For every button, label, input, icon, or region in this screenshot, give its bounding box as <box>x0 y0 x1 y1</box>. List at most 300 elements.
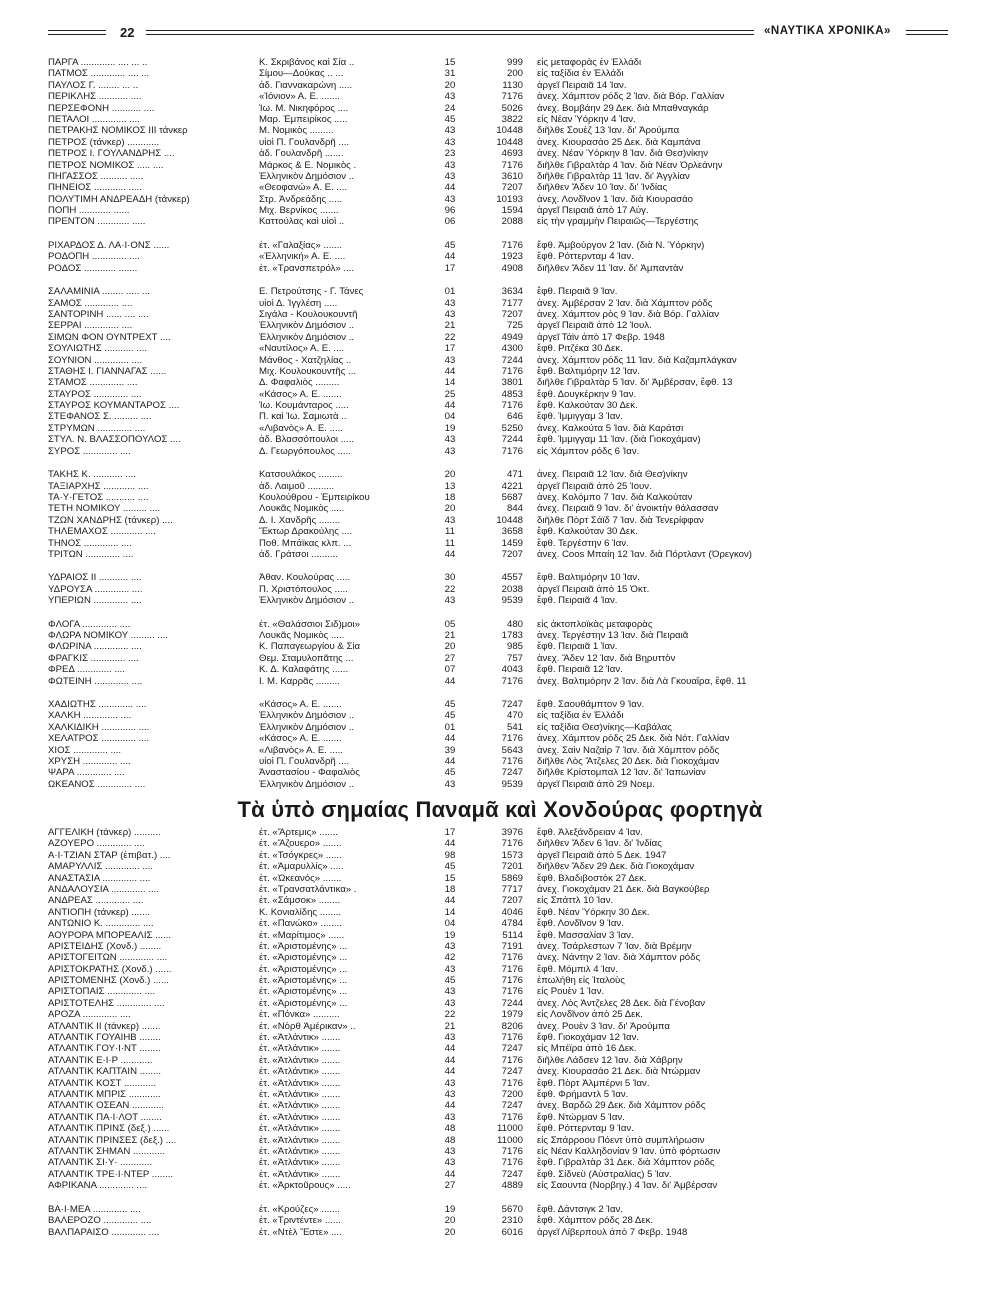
ship-built-year: 01 <box>444 286 456 298</box>
ship-tonnage: 757 <box>506 652 523 664</box>
ship-owner: Μιχ. Κουλουκουντῆς ... <box>259 365 357 377</box>
ship-row <box>48 389 918 400</box>
ship-name: ΤΗΛΕΜΑΧΟΣ ............ .... <box>48 526 156 538</box>
ship-tonnage: 10448 <box>496 125 523 137</box>
ship-status: ἀργεῖ Πειραιᾶ ἀπὸ 29 Νοεμ. <box>537 778 655 790</box>
ship-status: ἔφθ. Ἀμβούργον 2 Ἰαν. (διὰ Ν. Ὑόρκην) <box>537 240 705 251</box>
ship-owner: Σίμου—Δούκας .. ... <box>259 68 344 80</box>
ship-status: ἀργεῖ Τάϊν ἀπὸ 17 Φεβρ. 1948 <box>537 331 665 343</box>
ship-built-year: 44 <box>444 1043 456 1055</box>
ship-tonnage: 541 <box>506 721 523 733</box>
ship-status: ἔφθ. Νέαν Ὑόρκην 30 Δεκ. <box>537 906 650 918</box>
ship-status: ἔφθ. Πὸρτ Ἀλμπέρνι 5 Ἰαν. <box>537 1077 650 1089</box>
ship-name: ΦΛΟΓΑ ............. .... <box>48 618 131 630</box>
ship-status: ἔφθ. Ἰμμιγγαμ 11 Ἰαν. (διὰ Γιοκοχάμαν) <box>537 434 701 446</box>
ship-owner: Καττούλας καὶ υἱοὶ .. <box>259 216 345 228</box>
ship-row <box>48 80 918 91</box>
ship-status: ἔφθ. Καλκούταν 30 Δεκ. <box>537 526 638 538</box>
ship-status: εἰς ταξίδια ἐν Ἑλλάδι <box>537 68 624 80</box>
ship-owner: ἑτ. «Ἀριστομένης» ... <box>259 940 348 952</box>
ship-status: ἔφθ. Δάντσιγκ 2 Ἰαν. <box>537 1203 623 1215</box>
ship-built-year: 30 <box>444 572 456 584</box>
ship-status: διῆλθε Γιβραλτὰρ 11 Ἰαν. δι' Ἀγγλίαν <box>537 170 690 182</box>
ship-built-year: 48 <box>444 1134 456 1146</box>
ship-built-year: 06 <box>444 216 456 228</box>
ship-name: ΑΦΡΙΚΑΝΑ ............. .... <box>48 1180 148 1192</box>
ship-row <box>48 779 918 790</box>
ship-status: εἰς ταξίδια Θεσ)νίκης—Καβάλας <box>537 721 672 733</box>
ship-owner: ἑτ. «Πανώκο» ........ <box>259 918 342 930</box>
ship-row <box>48 469 918 480</box>
ship-owner: Κ. Κονιαλίδης ........ <box>259 906 342 918</box>
ship-name: ΣΟΥΛΙΩΤΗΣ ........... .... <box>48 343 148 355</box>
ship-owner: Δ. Γεωργόπουλος ..... <box>259 445 351 457</box>
ship-tonnage: 7176 <box>501 1077 523 1089</box>
ship-status: ἔφθ. Πειραιᾶ 1 Ἰαν. <box>537 641 618 653</box>
ship-status: ἀνεχ. Κολόμπο 7 Ἰαν. διὰ Καλκούταν <box>537 491 693 503</box>
ship-tonnage: 7244 <box>501 354 523 366</box>
ship-owner: ἑτ. «Ἀτλάντικ» ....... <box>259 1100 341 1112</box>
ship-tonnage: 4908 <box>501 262 523 274</box>
ship-name: ΑΡΙΣΤΕΙΔΗΣ (Χονδ.) ........ <box>48 940 162 952</box>
ship-row <box>48 446 918 457</box>
ship-tonnage: 6016 <box>501 1226 523 1238</box>
ship-row <box>48 838 918 849</box>
ship-row <box>48 1204 918 1215</box>
ship-name: ΣΙΜΩΝ ΦΟΝ ΟΥΝΤΡΕΧΤ .... <box>48 331 171 343</box>
ship-built-year: 07 <box>444 664 456 676</box>
ship-status: ἀνεχ. Πειραιᾶ 9 Ἰαν. δι' ἀνοικτὴν θάλασσαν <box>537 503 719 515</box>
ship-owner: Μαρ. Ἐμπειρίκος ..... <box>259 113 348 125</box>
ship-built-year: 43 <box>444 595 456 607</box>
ship-tonnage: 1130 <box>502 79 523 91</box>
ship-owner: ἑτ. «Κρούζες» ....... <box>259 1203 340 1215</box>
ship-owner: Ἑλληνικὸν Δημόσιον .. <box>259 595 355 607</box>
ship-owner: «Κάσος» Α. Ε. ....... <box>259 699 342 710</box>
ship-row <box>48 91 918 102</box>
ship-built-year: 43 <box>444 514 456 526</box>
ship-row <box>48 411 918 422</box>
ship-row <box>48 918 918 929</box>
ship-status: διῆλθε Λάδσεν 12 Ἰαν. διὰ Χάβρην <box>537 1054 683 1066</box>
ship-name: ΠΗΓΑΣΣΟΣ .......... ..... <box>48 170 144 182</box>
ship-status: ἔφθ. Φρήμαντλ 5 Ἰαν. <box>537 1088 629 1100</box>
ship-row <box>48 861 918 872</box>
ship-status: ἀνεχ. Χάμπτον ρόδς 11 Ἰαν. διὰ Καζαμπλάγκαν <box>537 354 737 366</box>
ship-name: ΠΕΤΡΟΣ Ι. ΓΟΥΛΑΝΔΡΗΣ .... <box>48 148 175 160</box>
ship-row <box>48 1146 918 1157</box>
ship-tonnage: 1923 <box>501 251 523 263</box>
ship-owner: ἑτ. «Ἀτλάντικ» ....... <box>259 1145 341 1157</box>
ship-name: ΥΠΕΡΙΩΝ ............. .... <box>48 595 142 607</box>
panama-honduras-heading: Τὰ ὑπὸ σημαίας Παναμᾶ καὶ Χονδούρας φορτηγὰ <box>237 797 763 822</box>
ship-tonnage: 4853 <box>501 388 523 400</box>
ship-name: ΠΡΕΝΤΟΝ ............ ..... <box>48 216 146 228</box>
ship-row <box>48 941 918 952</box>
ship-status: εἰς Νέαν Καλληδονίαν 9 Ἰαν. ὑπὸ φόρτωσιν <box>537 1145 721 1157</box>
ship-row <box>48 975 918 986</box>
ship-name: ΠΗΝΕΙΟΣ ............ ..... <box>48 182 142 194</box>
ship-row <box>48 263 918 274</box>
ship-built-year: 24 <box>444 102 456 114</box>
ship-tonnage: 7176 <box>501 1054 523 1066</box>
ship-row <box>48 827 918 838</box>
ship-tonnage: 5250 <box>501 422 523 434</box>
ship-status: ἔφθ. Πειραιᾶ 4 Ἰαν. <box>537 595 618 607</box>
ship-tonnage: 999 <box>506 57 523 68</box>
ship-status: διῆλθεν Ἄδεν 6 Ἰαν. δι' Ἰνδίας <box>537 838 662 850</box>
ship-owner: ἀδ. Γράτσοι .......... <box>259 548 338 560</box>
ship-status: εἰς Σαουντα (Νορβηγ.) 4 Ἰαν. δι' Ἀμβέρσαν <box>537 1180 718 1192</box>
ship-tonnage: 7176 <box>501 1145 523 1157</box>
ship-row <box>48 309 918 320</box>
ship-built-year: 18 <box>444 883 456 895</box>
ship-status: εἰς Ρουὲν 1 Ἰαν. <box>537 986 605 998</box>
ship-row <box>48 538 918 549</box>
ship-row <box>48 930 918 941</box>
ship-name: ΠΟΠΗ ............ ...... <box>48 205 130 217</box>
ship-owner: ἑτ. «Ἀτλάντικ» ....... <box>259 1157 341 1169</box>
ship-tonnage: 7176 <box>501 91 523 103</box>
ship-tonnage: 9539 <box>501 595 523 607</box>
ship-name: ΑΤΛΑΝΤΙΚ ΣΙ·Υ· ............ <box>48 1157 153 1169</box>
ship-name: ΤΕΤΗ ΝΟΜΙΚΟΥ ......... .... <box>48 503 161 515</box>
ship-status: ἀνεχ. Βαλτιμόρην 2 Ἰαν. διὰ Λὰ Γκουαΐρα, ἔφθ. 11 <box>537 675 747 687</box>
ship-owner: Ποθ. Μπάϊκας κλπ. ... <box>259 537 352 549</box>
ship-name: ΤΑΚΗΣ Κ. ........... .... <box>48 469 136 481</box>
ship-owner: ἑτ. «Ἄρτεμις» ....... <box>259 827 338 838</box>
ship-name: ΑΓΓΕΛΙΚΗ (τάνκερ) .......... <box>48 827 161 838</box>
ship-tonnage: 10448 <box>496 514 523 526</box>
ship-built-year: 27 <box>444 652 456 664</box>
ship-name: ΑΡΙΣΤΟΠΑΙΣ ............. .... <box>48 986 156 998</box>
ship-row <box>48 355 918 366</box>
ship-name: ΧΕΛΑΤΡΟΣ ............. .... <box>48 733 150 745</box>
ship-row <box>48 1180 918 1191</box>
ship-tonnage: 4889 <box>501 1180 523 1192</box>
ship-tonnage: 1573 <box>501 849 523 861</box>
ship-name: ΧΡΥΣΗ ............. .... <box>48 755 131 767</box>
ship-tonnage: 10193 <box>496 193 523 205</box>
ship-tonnage: 2088 <box>501 216 523 228</box>
ship-built-year: 44 <box>444 548 456 560</box>
ship-status: ἔφθ. Σαουθάμπτον 9 Ἰαν. <box>537 699 645 710</box>
ship-tonnage: 4693 <box>501 148 523 160</box>
ship-built-year: 13 <box>444 480 456 492</box>
ship-name: ΧΑΛΚΗ ............. .... <box>48 710 132 722</box>
ship-tonnage: 4221 <box>501 480 523 492</box>
ship-built-year: 43 <box>444 986 456 998</box>
ship-built-year: 20 <box>444 503 456 515</box>
ship-status: ἀνεχ. Ἄδεν 12 Ἰαν. διὰ Βηρυττὸν <box>537 652 676 664</box>
ship-owner: υἱοὶ Δ. Ἰγγλέση ..... <box>259 297 338 309</box>
ship-row <box>48 103 918 114</box>
ship-tonnage: 7176 <box>501 838 523 850</box>
ship-tonnage: 7247 <box>501 1100 523 1112</box>
ship-owner: ἑτ. «Ἀτλάντικ» ....... <box>259 1088 341 1100</box>
ship-status: ἔφθ. Ριτζέκα 30 Δεκ. <box>537 343 623 355</box>
ship-built-year: 20 <box>444 641 456 653</box>
ship-name: ΑΡΙΣΤΟΓΕΙΤΩΝ ............. .... <box>48 952 168 964</box>
ship-row <box>48 572 918 583</box>
ship-group <box>48 469 918 560</box>
ship-owner: Κ. Δ. Καλαφάτης ...... <box>259 664 349 676</box>
ship-name: ΑΖΟΥΕΡΟ ............. .... <box>48 838 145 850</box>
ship-tonnage: 7207 <box>501 182 523 194</box>
ship-tonnage: 5114 <box>502 929 523 941</box>
ship-built-year: 45 <box>444 975 456 987</box>
ship-row <box>48 884 918 895</box>
ship-status: ἀργεῖ Πειραιᾶ ἀπὸ 17 Αὐγ. <box>537 205 649 217</box>
ship-row <box>48 964 918 975</box>
ship-owner: Ἰω. Μ. Νικηφόρος .... <box>259 102 349 114</box>
ship-status: ἀνεχ. Πειραιᾶ 12 Ἰαν. διὰ Θεσ)νίκην <box>537 469 688 481</box>
ship-row <box>48 57 918 68</box>
ship-tonnage: 7176 <box>501 445 523 457</box>
ship-name: ΒΑ·Ι·ΜΕΑ ............. .... <box>48 1203 141 1215</box>
ship-tonnage: 7176 <box>501 675 523 687</box>
ship-tonnage: 3658 <box>501 526 523 538</box>
ship-built-year: 44 <box>444 1066 456 1078</box>
ship-row <box>48 986 918 997</box>
ship-status: εἰς Σπάττλ 10 Ἰαν. <box>537 895 614 907</box>
ship-row <box>48 653 918 664</box>
ship-built-year: 43 <box>444 354 456 366</box>
ship-owner: ἑτ. «Ἀρκτοῦρους» ..... <box>259 1180 351 1192</box>
ship-row <box>48 1135 918 1146</box>
ship-name: ΦΡΑΓΚΙΣ ............. .... <box>48 652 139 664</box>
ship-built-year: 44 <box>444 251 456 263</box>
ship-owner: Κουλούθρου - Ἐμπειρίκου <box>259 491 370 503</box>
ship-owner: Δ. Φαφαλιὸς ......... <box>259 377 340 389</box>
ship-tonnage: 8206 <box>501 1020 523 1032</box>
ship-row <box>48 952 918 963</box>
ship-owner: ἑτ. «Ἀτλάντικ» ....... <box>259 1134 341 1146</box>
ship-name: ΑΜΑΡΥΛΛΙΣ ............. .... <box>48 861 153 873</box>
ship-name: ΠΑΥΛΟΣ Γ. ........ ... .. <box>48 79 139 91</box>
ship-tonnage: 3976 <box>501 827 523 838</box>
ship-row <box>48 137 918 148</box>
ship-group <box>48 619 918 687</box>
ship-name: ΑΟΥΡΟΡΑ ΜΠΟΡΕΑΛΙΣ ...... <box>48 929 172 941</box>
ship-built-year: 44 <box>444 182 456 194</box>
ship-owner: Π. Χριστόπουλος ..... <box>259 583 348 595</box>
ship-tonnage: 7244 <box>501 434 523 446</box>
ship-status: ἀργεῖ Πειραιᾶ 14 Ἰαν. <box>537 79 627 91</box>
ship-built-year: 43 <box>444 1077 456 1089</box>
ship-built-year: 44 <box>444 733 456 745</box>
ship-name: ΑΤΛΑΝΤΙΚ ΙΙ (τάνκερ) ....... <box>48 1020 161 1032</box>
ship-name: ΧΑΛΚΙΔΙΚΗ ............. .... <box>48 721 150 733</box>
ship-built-year: 22 <box>444 1009 456 1021</box>
ship-owner: «Λιβανὸς» Α. Ε. ..... <box>259 422 343 434</box>
ship-status: ἀνεχ. Χάμπτον ρόδς 2 Ἰαν. διὰ Βόρ. Γαλλίαν <box>537 91 725 103</box>
ship-built-year: 20 <box>444 1215 456 1227</box>
ship-owner: ἑτ. «Ἀτλάντικ» ....... <box>259 1077 341 1089</box>
ship-owner: Ε. Πετρούτσης - Γ. Τάνες <box>259 286 364 298</box>
ship-row <box>48 1215 918 1226</box>
ship-status: ἀνεχ. Ρουὲν 3 Ἰαν. δι' Ἀρούμπα <box>537 1020 670 1032</box>
ship-built-year: 43 <box>444 963 456 975</box>
ship-owner: ἑτ. «Ἀτλάντικ» ....... <box>259 1032 341 1044</box>
ship-row <box>48 699 918 710</box>
ship-name: ΑΡΙΣΤΟΜΕΝΗΣ (Χονδ.) ...... <box>48 975 169 987</box>
ship-built-year: 11 <box>445 537 455 549</box>
ship-row <box>48 194 918 205</box>
ship-name: ΧΙΟΣ ............. .... <box>48 744 122 756</box>
ship-name: ΣΤΥΛ. Ν. ΒΛΑΣΣΟΠΟΥΛΟΣ .... <box>48 434 181 446</box>
ship-tonnage: 7176 <box>501 1032 523 1044</box>
ship-tonnage: 7201 <box>501 861 523 873</box>
ship-tonnage: 480 <box>506 618 523 630</box>
ship-built-year: 48 <box>444 1123 456 1135</box>
ship-row <box>48 1112 918 1123</box>
ship-name: ΨΑΡΑ ............. .... <box>48 767 125 779</box>
ship-built-year: 31 <box>444 68 456 80</box>
ship-tonnage: 725 <box>506 320 523 332</box>
page-number: 22 <box>120 25 135 40</box>
ship-row <box>48 526 918 537</box>
ship-owner: ἑτ. «Ἀριστομένης» ... <box>259 952 348 964</box>
ship-tonnage: 7176 <box>501 963 523 975</box>
ship-built-year: 14 <box>444 377 456 389</box>
ship-tonnage: 470 <box>506 710 523 722</box>
ship-row <box>48 1169 918 1180</box>
ship-name: ΑΤΛΑΝΤΙΚ ΚΑΠΤΑΙΝ ........ <box>48 1066 162 1078</box>
ship-built-year: 43 <box>444 445 456 457</box>
ship-status: ἀνεχ. Ἀμβέρσαν 2 Ἰαν. διὰ Χάμπτον ρόδς <box>537 297 713 309</box>
ship-built-year: 43 <box>444 1088 456 1100</box>
ship-row <box>48 1157 918 1168</box>
ship-tonnage: 7207 <box>501 548 523 560</box>
ship-tonnage: 7176 <box>501 159 523 171</box>
ship-row <box>48 503 918 514</box>
ship-built-year: 20 <box>444 469 456 481</box>
ship-owner: ἑτ. «Μαρίτιμος» ...... <box>259 929 345 941</box>
ship-status: ἀργεῖ Πειραιᾶ ἀπὸ 5 Δεκ. 1947 <box>537 849 667 861</box>
ship-built-year: 17 <box>444 262 456 274</box>
ship-name: ΑΤΛΑΝΤΙΚ ΓΟΥ·Ι·ΝΤ ........ <box>48 1043 161 1055</box>
ship-built-year: 44 <box>444 755 456 767</box>
ship-tonnage: 4784 <box>501 918 523 930</box>
ship-built-year: 96 <box>444 205 456 217</box>
ship-name: ΑΤΛΑΝΤΙΚ ΓΟΥΑΙΗΒ ........ <box>48 1032 161 1044</box>
ship-built-year: 43 <box>444 997 456 1009</box>
ship-built-year: 45 <box>444 240 456 251</box>
ship-status: ἔφθ. Πειραιᾶ 9 Ἰαν. <box>537 286 618 298</box>
ship-tonnage: 7244 <box>501 997 523 1009</box>
ship-row <box>48 434 918 445</box>
ship-row <box>48 377 918 388</box>
ship-built-year: 15 <box>444 872 456 884</box>
ship-row <box>48 998 918 1009</box>
ship-status: ἀνεχ. Γιοκοχάμαν 21 Δεκ. διὰ Βαγκούβερ <box>537 883 710 895</box>
ship-status: ἀνεχ. Τεργέστην 13 Ἰαν. διὰ Πειραιᾶ <box>537 629 689 641</box>
ship-owner: ἀδ. Γουλανδρῆ ....... <box>259 148 344 160</box>
ship-owner: ἑτ. «Ἀτλάντικ» ....... <box>259 1168 341 1180</box>
ship-status: εἰς Σπάρροου Πόεντ ὑπὸ συμπλήρωσιν <box>537 1134 705 1146</box>
ship-tonnage: 985 <box>506 641 523 653</box>
ship-tonnage: 1979 <box>501 1009 523 1021</box>
ship-tonnage: 7247 <box>501 767 523 779</box>
ship-name: ΠΕΡΣΕΦΟΝΗ ........... .... <box>48 102 155 114</box>
ship-owner: υἱοὶ Π. Γουλανδρῆ .... <box>259 136 350 148</box>
ship-row <box>48 1043 918 1054</box>
ship-name: ΤΑ·Υ·ΓΕΤΟΣ ........... .... <box>48 491 149 503</box>
ship-row <box>48 850 918 861</box>
ship-owner: Ἀθαν. Κουλούρας ..... <box>259 572 351 584</box>
ship-owner: ἑτ. «Τριντέντε» ...... <box>259 1215 341 1227</box>
ship-name: ΑΝΤΩΝΙΟ Κ. ............. .... <box>48 918 154 930</box>
ship-group <box>48 699 918 790</box>
ship-row <box>48 767 918 778</box>
ship-tonnage: 7191 <box>501 940 523 952</box>
ship-name: ΠΕΤΡΟΣ ΝΟΜΙΚΟΣ ..... .... <box>48 159 164 171</box>
ship-status: εἰς Λονδῖνον ἀπὸ 25 Δεκ. <box>537 1009 643 1021</box>
ship-tonnage: 7176 <box>501 755 523 767</box>
ship-row <box>48 745 918 756</box>
ship-status: εἰς ἀκτοπλοϊκὰς μεταφορὰς <box>537 618 653 630</box>
ship-built-year: 19 <box>444 422 456 434</box>
ship-built-year: 43 <box>444 1032 456 1044</box>
ship-name: ΠΑΡΓΑ ............. .... ... .. <box>48 57 148 68</box>
ship-name: ΣΤΡΥΜΩΝ ............. .... <box>48 422 146 434</box>
ship-name: ΤΡΙΤΩΝ ............. .... <box>48 548 134 560</box>
ship-status: διῆλθε Γιβραλτὰρ 4 Ἰαν. διὰ Νέαν Ὀρλεάνην <box>537 159 723 171</box>
ship-owner: Κ. Παπαγεωργίου & Σία <box>259 641 361 653</box>
ship-owner: Στρ. Ἀνδρεάδης ..... <box>259 193 343 205</box>
ship-row <box>48 733 918 744</box>
ship-owner: Ἀναστασίου - Φαφαλιὸς <box>259 767 360 779</box>
publication-title: «ΝΑΥΤΙΚΑ ΧΡΟΝΙΚΑ» <box>764 25 891 37</box>
ship-owner: ἑτ. «Ἀτλάντικ» ....... <box>259 1111 341 1123</box>
ship-status: ἀνεχ. Λονδῖνον 1 Ἰαν. διὰ Κιουρασάο <box>537 193 693 205</box>
ship-built-year: 43 <box>444 1111 456 1123</box>
ship-owner: ἑτ. «Τρανσπετρόλ» .... <box>259 262 355 274</box>
ship-status: ἔφθ. Ντώρμαν 5 Ἰαν. <box>537 1111 625 1123</box>
ship-owner: «Ἰόνιον» Α. Ε. ....... <box>259 91 340 103</box>
ship-owner: Ἕκτωρ Δρακούλης .... <box>259 526 353 538</box>
ship-owner: υἱοὶ Π. Γουλανδρῆ .... <box>259 755 350 767</box>
ship-owner: ἑτ. «Τρανσατλάντικα» . <box>259 883 357 895</box>
ship-row <box>48 1032 918 1043</box>
ship-owner: Σιγάλα - Κουλουκουντῆ <box>259 308 358 320</box>
ship-status: ἀνεχ. Βαρδῶ 29 Δεκ. διὰ Χάμπτον ρόδς <box>537 1100 706 1112</box>
ship-status: ἀνεχ. Βομβάην 29 Δεκ. διὰ Μπαθναγκάρ <box>537 102 709 114</box>
ship-owner: Μάνθος - Χατζηλίας .. <box>259 354 352 366</box>
ship-name: ΣΤΑΘΗΣ Ι. ΓΙΑΝΝΑΓΑΣ ...... <box>48 365 167 377</box>
ship-built-year: 19 <box>444 929 456 941</box>
ship-tonnage: 7207 <box>501 895 523 907</box>
ship-owner: ἑτ. «Ντὲλ Ἔστε» .... <box>259 1226 342 1238</box>
ship-owner: Ἑλληνικὸν Δημόσιον .. <box>259 320 355 332</box>
ship-tonnage: 2310 <box>501 1215 523 1227</box>
ship-name: ΑΤΛΑΝΤΙΚ ΤΡΕ·Ι·ΝΤΕΡ ........ <box>48 1168 174 1180</box>
ship-tonnage: 7176 <box>501 975 523 987</box>
ship-row <box>48 481 918 492</box>
ship-name: ΑΝΔΑΛΟΥΣΙΑ ............. .... <box>48 883 160 895</box>
ship-tonnage: 5643 <box>501 744 523 756</box>
ship-status: ἔφθ. Ρόττερνταμ 4 Ἰαν. <box>537 251 634 263</box>
ship-row <box>48 1123 918 1134</box>
ship-tonnage: 10448 <box>496 136 523 148</box>
ship-row <box>48 68 918 79</box>
ship-owner: Ἑλληνικὸν Δημόσιον .. <box>259 778 355 790</box>
ship-row <box>48 595 918 606</box>
ship-owner: «Ἑλληνική» Α. Ε. .... <box>259 251 346 263</box>
ship-owner: Ἰω. Κουμάνταρος ..... <box>259 400 349 412</box>
ship-tonnage: 4046 <box>501 906 523 918</box>
